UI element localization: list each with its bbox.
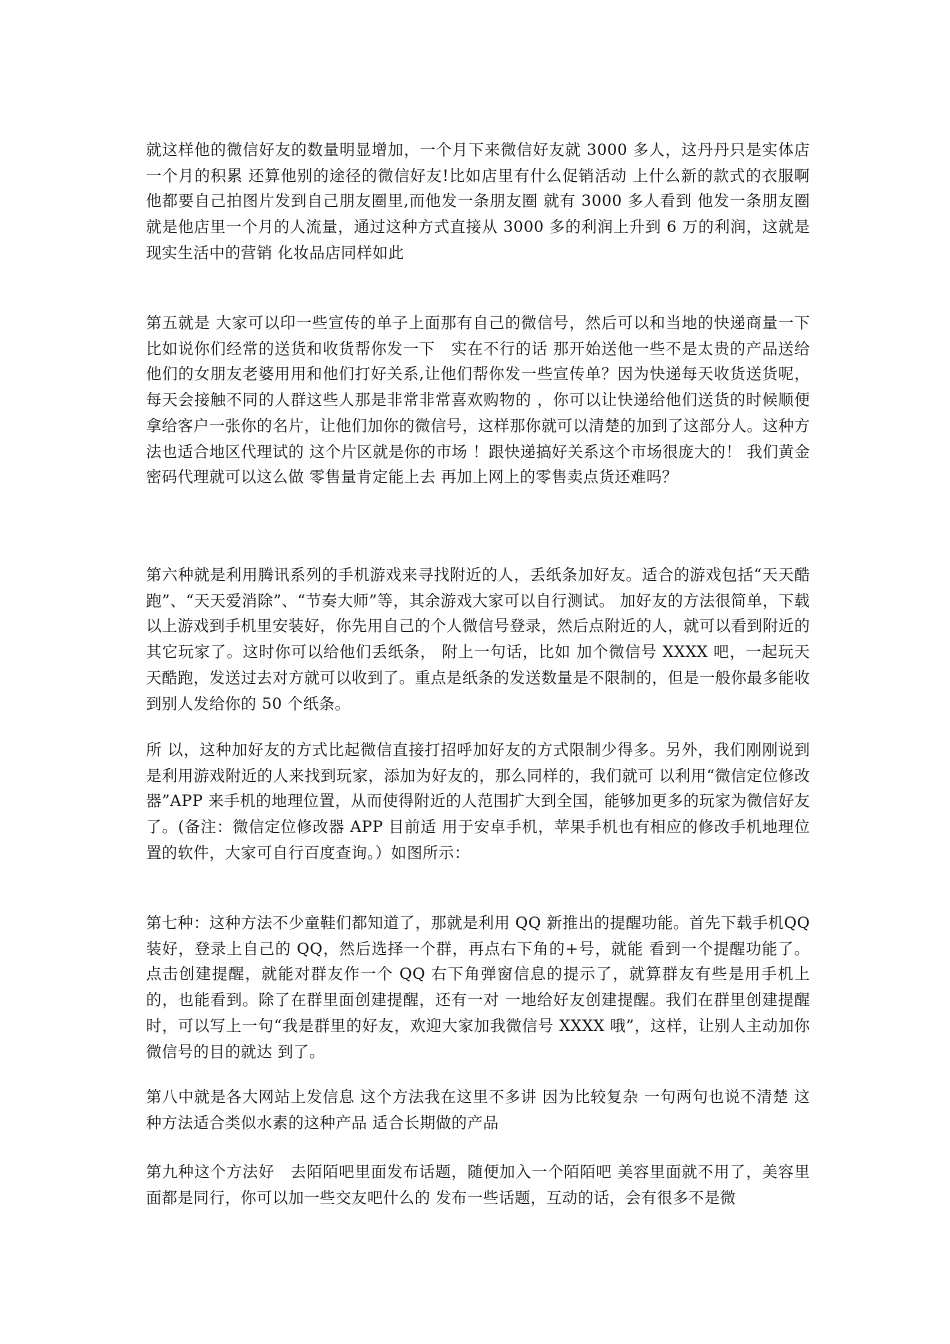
paragraph-method-eight-websites: 第八中就是各大网站上发信息 这个方法我在这里不多讲 因为比较复杂 一句两句也说不清楚 这种方法适合类似水素的这种产品 适合长期做的产品 bbox=[146, 1088, 810, 1132]
paragraph-method-six-mobile-games: 第六种就是利用腾讯系列的手机游戏来寻找附近的人，丢纸条加好友。适合的游戏包括“天天酷跑”、“天天爱消除”、“节奏大师”等，其余游戏大家可以自行测试。 加好友的方法很简单，下载以上游戏到手机里安装好，你先用自己的个人微信号登录，然后点附近的人，就可以看到附近的其它玩家了。这时你可以给他们丢纸条， 附上一句话，比如 加个微信号 XXXX 吧，一起玩天天酷跑，发送过去对方就可以收到了。重点是纸条的发送数量是不限制的，但是一般你最多能收到别人发给你的 50 个纸条。 bbox=[146, 566, 810, 713]
paragraph-wechat-friends-growth: 就这样他的微信好友的数量明显增加，一个月下来微信好友就 3000 多人，这丹丹只是实体店一个月的积累 还算他别的途径的微信好友!比如店里有什么促销活动 上什么新的款式的衣服啊 他都要自己拍图片发到自己朋友圈里,而他发一条朋友圈 就有 3000 多人看到 他发一条朋友圈就是他店里一个月的人流量，通过这种方式直接从 3000 多的利润上升到 6 万的利润，这就是现实生活中的营销 化妆品店同样如此 bbox=[146, 141, 816, 262]
paragraph-method-five-courier: 第五就是 大家可以印一些宣传的单子上面那有自己的微信号，然后可以和当地的快递商量一下比如说你们经常的送货和收货帮你发一下 实在不行的话 那开始送他一些不是太贵的产品送给他们的女朋友老婆用用和他们打好关系,让他们帮你发一些宣传单？因为快递每天收货送货呢，每天会接触不同的人群这些人那是非常非常喜欢购物的 ，你可以让快递给他们送货的时候顺便拿给客户一张你的名片，让他们加你的微信号，这样那你就可以清楚的加到了这部分人。这种方法也适合地区代理试的 这个片区就是你的市场 ！跟快递搞好关系这个市场很庞大的！ 我们黄金密码代理就可以这么做 零售量肯定能上去 再加上网上的零售卖点货还难吗？ bbox=[146, 314, 810, 487]
paragraph-location-modifier: 所 以，这种加好友的方式比起微信直接打招呼加好友的方式限制少得多。另外，我们刚刚说到是利用游戏附近的人来找到玩家，添加为好友的，那么同样的，我们就可 以利用“微信定位修改器”APP 来手机的地理位置，从而使得附近的人范围扩大到全国，能够加更多的玩家为微信好友了。(备注：微信定位修改器 APP 目前适 用于安卓手机，苹果手机也有相应的修改手机地理位置的软件，大家可自行百度查询。）如图所示： bbox=[146, 741, 810, 862]
paragraph-method-seven-qq-reminder: 第七种：这种方法不少童鞋们都知道了，那就是利用 QQ 新推出的提醒功能。首先下载手机QQ 装好，登录上自己的 QQ，然后选择一个群，再点右下角的+号，就能 看到一个提醒功能了。点击创建提醒，就能对群友作一个 QQ 右下角弹窗信息的提示了，就算群友有些是用手机上的，也能看到。除了在群里面创建提醒，还有一对 一地给好友创建提醒。我们在群里创建提醒时，可以写上一句“我是群里的好友，欢迎大家加我微信号 XXXX 哦”，这样，让别人主动加你微信号的目的就达 到了。 bbox=[146, 914, 816, 1061]
paragraph-method-nine-momo: 第九种这个方法好 去陌陌吧里面发布话题，随便加入一个陌陌吧 美容里面就不用了，美容里面都是同行，你可以加一些交友吧什么的 发布一些话题，互动的话，会有很多不是微 bbox=[146, 1163, 810, 1207]
